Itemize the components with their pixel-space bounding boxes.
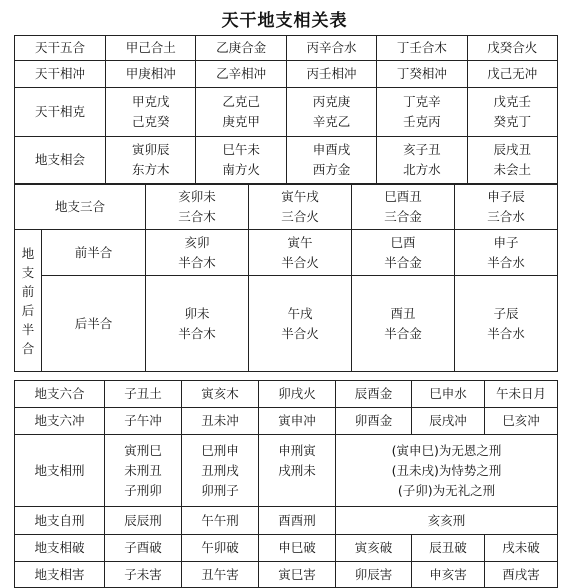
tiangan-cell (377, 61, 467, 88)
tiangan-cell (286, 137, 376, 184)
tiangan-cell (286, 36, 376, 61)
zixing-label: 地支自刑 (15, 507, 105, 535)
xiangpo-cell: 寅亥破 (336, 535, 412, 562)
liuhe-row (15, 381, 558, 408)
xiangpo-cell: 戌未破 (485, 535, 558, 562)
xianghai-cell: 申亥害 (412, 562, 485, 588)
tiangan-cell (196, 61, 286, 88)
zixing-row (15, 507, 558, 535)
qian-banhe-cell: 巳酉 半合金 (352, 230, 455, 276)
qian-banhe-row (15, 230, 558, 276)
qian-banhe-cell: 亥卯 半合木 (146, 230, 249, 276)
cell-line: 南方火 (222, 162, 260, 177)
cell-line: 寅卯辰 (131, 142, 170, 157)
cell-line: 甲克戊 (131, 94, 170, 109)
xiangxing-notes: (寅申巳)为无恩之刑 (丑未戌)为恃势之刑 (子卯)为无礼之刑 (336, 435, 558, 507)
cell-line: 东方木 (131, 162, 170, 177)
row-label: 地支相会 (15, 137, 106, 184)
tiangan-cell (286, 88, 376, 137)
dizhi-table (14, 380, 558, 588)
liuchong-cell: 卯酉金 (336, 408, 412, 435)
zixing-cell: 酉酉刑 (259, 507, 336, 535)
qian-banhe-cell: 申子 半合水 (455, 230, 558, 276)
cell-line: 辰戌丑 (493, 142, 532, 157)
banhe-side-label: 地 支 前 后 半 合 (15, 230, 42, 372)
tiangan-cell (286, 61, 376, 88)
cell-line: 丁壬合木 (396, 40, 447, 55)
section-dizhi (14, 380, 557, 588)
page-title: 天干地支相关表 (221, 11, 348, 31)
xiangxing-cell: 寅刑巳 未刑丑 子刑卯 (105, 435, 182, 507)
liuchong-cell: 巳亥冲 (485, 408, 558, 435)
cell-line: 己克癸 (131, 114, 170, 129)
tiangan-cell (377, 88, 467, 137)
tiangan-cell (106, 137, 196, 184)
cell-line: 巳午未 (222, 142, 260, 157)
row-label: 天干五合 (15, 36, 106, 61)
xianghai-label: 地支相害 (15, 562, 105, 588)
liuchong-cell: 寅申冲 (259, 408, 336, 435)
liuhe-label: 地支六合 (15, 381, 105, 408)
hou-banhe-cell: 子辰 半合水 (455, 276, 558, 372)
liuhe-cell: 子丑土 (105, 381, 182, 408)
liuhe-cell: 寅亥木 (182, 381, 259, 408)
liuchong-cell: 丑未冲 (182, 408, 259, 435)
cell-line: 壬克丙 (403, 114, 441, 129)
sanhe-label: 地支三合 (15, 185, 146, 230)
xiangpo-cell: 子酉破 (105, 535, 182, 562)
sanhe-row (15, 185, 558, 230)
tiangan-cell (467, 137, 557, 184)
cell-line: 丙壬相冲 (306, 66, 357, 81)
hou-banhe-label: 后半合 (42, 276, 146, 372)
liuchong-row (15, 408, 558, 435)
cell-line: 申酉戌 (312, 142, 351, 157)
cell-line: 西方金 (312, 162, 351, 177)
liuchong-label: 地支六冲 (15, 408, 105, 435)
tiangan-cell (467, 36, 557, 61)
cell-line: 丙克庚 (312, 94, 351, 109)
xiangpo-cell: 申巳破 (259, 535, 336, 562)
qian-banhe-label: 前半合 (42, 230, 146, 276)
xiangxing-cell: 巳刑申 丑刑戌 卯刑子 (182, 435, 259, 507)
cell-line: 庚克甲 (222, 114, 260, 129)
hou-banhe-cell: 卯未 半合木 (146, 276, 249, 372)
cell-line: 丙辛合水 (306, 40, 357, 55)
cell-line: 亥子丑 (403, 142, 441, 157)
cell-line: 戊己无冲 (487, 66, 538, 81)
liuhe-cell: 辰酉金 (336, 381, 412, 408)
xianghai-cell: 卯辰害 (336, 562, 412, 588)
xiangxing-cell: 申刑寅 戌刑未 (259, 435, 336, 507)
xiangpo-label: 地支相破 (15, 535, 105, 562)
row-label: 天干相冲 (15, 61, 106, 88)
xiangxing-row (15, 435, 558, 507)
cell-line: 乙辛相冲 (216, 66, 267, 81)
tiangan-cell (106, 88, 196, 137)
tiangan-row (15, 137, 558, 184)
sanhe-cell: 亥卯未 三合木 (146, 185, 249, 230)
cell-line: 戊克壬 (493, 94, 532, 109)
hou-banhe-cell: 酉丑 半合金 (352, 276, 455, 372)
section-tiangan (14, 35, 557, 184)
zixing-cell: 亥亥刑 (336, 507, 558, 535)
liuchong-cell: 辰戌冲 (412, 408, 485, 435)
tiangan-cell (106, 36, 196, 61)
section-sanhe (14, 184, 557, 372)
sanhe-table (14, 184, 558, 372)
zixing-cell: 辰辰刑 (105, 507, 182, 535)
tiangan-table (14, 35, 558, 184)
xiangpo-row (15, 535, 558, 562)
cell-line: 癸克丁 (493, 114, 532, 129)
xianghai-cell: 子未害 (105, 562, 182, 588)
liuchong-cell: 子午冲 (105, 408, 182, 435)
cell-line: 乙庚合金 (216, 40, 267, 55)
sanhe-cell: 巳酉丑 三合金 (352, 185, 455, 230)
cell-line: 甲己合土 (125, 40, 176, 55)
xianghai-cell: 酉戌害 (485, 562, 558, 588)
tiangan-cell (196, 36, 286, 61)
liuhe-cell: 巳申水 (412, 381, 485, 408)
tiangan-cell (196, 137, 286, 184)
cell-line: 丁克辛 (403, 94, 441, 109)
cell-line: 甲庚相冲 (125, 66, 176, 81)
xianghai-row (15, 562, 558, 588)
xiangxing-label: 地支相刑 (15, 435, 105, 507)
row-label: 天干相克 (15, 88, 106, 137)
xiangpo-cell: 午卯破 (182, 535, 259, 562)
tiangan-cell (377, 137, 467, 184)
liuhe-cell: 午未日月 (485, 381, 558, 408)
zixing-cell: 午午刑 (182, 507, 259, 535)
cell-line: 戊癸合火 (487, 40, 538, 55)
cell-line: 丁癸相冲 (396, 66, 447, 81)
tiangan-row (15, 88, 558, 137)
xianghai-cell: 寅巳害 (259, 562, 336, 588)
sanhe-cell: 申子辰 三合水 (455, 185, 558, 230)
tiangan-cell (196, 88, 286, 137)
qian-banhe-cell: 寅午 半合火 (249, 230, 352, 276)
tiangan-row (15, 36, 558, 61)
cell-line: 辛克乙 (312, 114, 351, 129)
tiangan-cell (467, 61, 557, 88)
cell-line: 未会土 (493, 162, 532, 177)
cell-line: 乙克己 (222, 94, 260, 109)
xiangpo-cell: 辰丑破 (412, 535, 485, 562)
cell-line: 北方水 (403, 162, 441, 177)
hou-banhe-row (15, 276, 558, 372)
tiangan-cell (467, 88, 557, 137)
sanhe-cell: 寅午戌 三合火 (249, 185, 352, 230)
hou-banhe-cell: 午戌 半合火 (249, 276, 352, 372)
tiangan-cell (377, 36, 467, 61)
liuhe-cell: 卯戌火 (259, 381, 336, 408)
xianghai-cell: 丑午害 (182, 562, 259, 588)
tiangan-cell (106, 61, 196, 88)
tiangan-row (15, 61, 558, 88)
